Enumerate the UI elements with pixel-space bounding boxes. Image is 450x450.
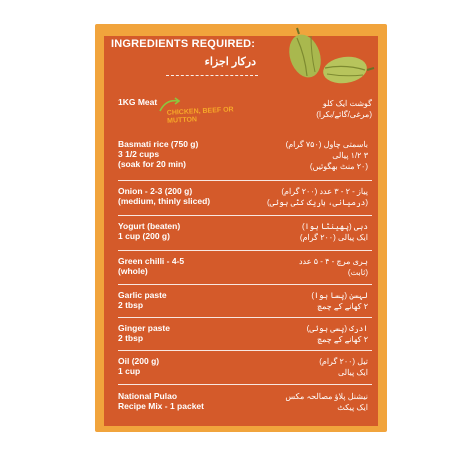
row-divider (118, 284, 372, 285)
meat-note: CHICKEN, BEEF OR MUTTON (166, 106, 234, 125)
row-divider (118, 215, 372, 216)
ingredient-urdu: باسمتی چاول (۷۵۰ گرام) ۳ ۱/۲ پیالی (۲۰ منٹ بھگوئیں) (285, 140, 368, 171)
ingredient-urdu: تیل (۲۰۰ گرام) ایک پیالی (319, 357, 368, 377)
ingredient-english: Onion - 2-3 (200 g) (medium, thinly sliced) (118, 186, 211, 206)
cardamom-pod-right (321, 54, 374, 86)
row-divider (118, 350, 372, 351)
ingredient-english: Garlic paste 2 tbsp (118, 290, 167, 310)
ingredient-english: Oil (200 g) 1 cup (118, 356, 160, 376)
ingredients-title: INGREDIENTS REQUIRED: (111, 38, 256, 50)
ingredient-urdu: پیاز - ۲ - ۳ عدد (۲۰۰ گرام) (درمیانی، باریک کٹی ہوئی) (266, 187, 368, 207)
ingredient-urdu: لہسن (پسا ہوا) ۲ کھانے کے چمچ (311, 291, 368, 311)
ingredient-english: National Pulao Recipe Mix - 1 packet (118, 391, 204, 411)
meat-urdu: گوشت ایک کلو (مرغی/گائے/بکرا) (316, 99, 372, 119)
row-divider (118, 180, 372, 181)
ingredient-english: Yogurt (beaten) 1 cup (200 g) (118, 221, 181, 241)
title-divider (166, 75, 258, 76)
row-divider (118, 317, 372, 318)
ingredient-urdu: ہری مرچ - ۴ - ۵ عدد (ثابت) (298, 257, 368, 277)
meat-english: 1KG Meat (118, 97, 158, 107)
ingredient-english: Green chilli - 4-5 (whole) (118, 256, 185, 276)
cardamom-pods-illustration (277, 24, 381, 90)
row-divider (118, 250, 372, 251)
ingredient-urdu: دہی (پھینٹا ہوا) ایک پیالی (۲۰۰ گرام) (299, 222, 368, 242)
urdu-title: درکار اجزاء (204, 56, 256, 68)
ingredient-english: Basmati rice (750 g) 3 1/2 cups (soak for 20 min) (118, 139, 199, 169)
ingredient-urdu: نیشنل پلاؤ مصالحہ مکس ایک پیکٹ (285, 392, 368, 412)
cardamom-pod-left (284, 28, 326, 82)
row-divider (118, 384, 372, 385)
ingredient-urdu: ادرک (پسی ہوئی) ۲ کھانے کے چمچ (306, 324, 368, 344)
ingredient-english: Ginger paste 2 tbsp (118, 323, 170, 343)
